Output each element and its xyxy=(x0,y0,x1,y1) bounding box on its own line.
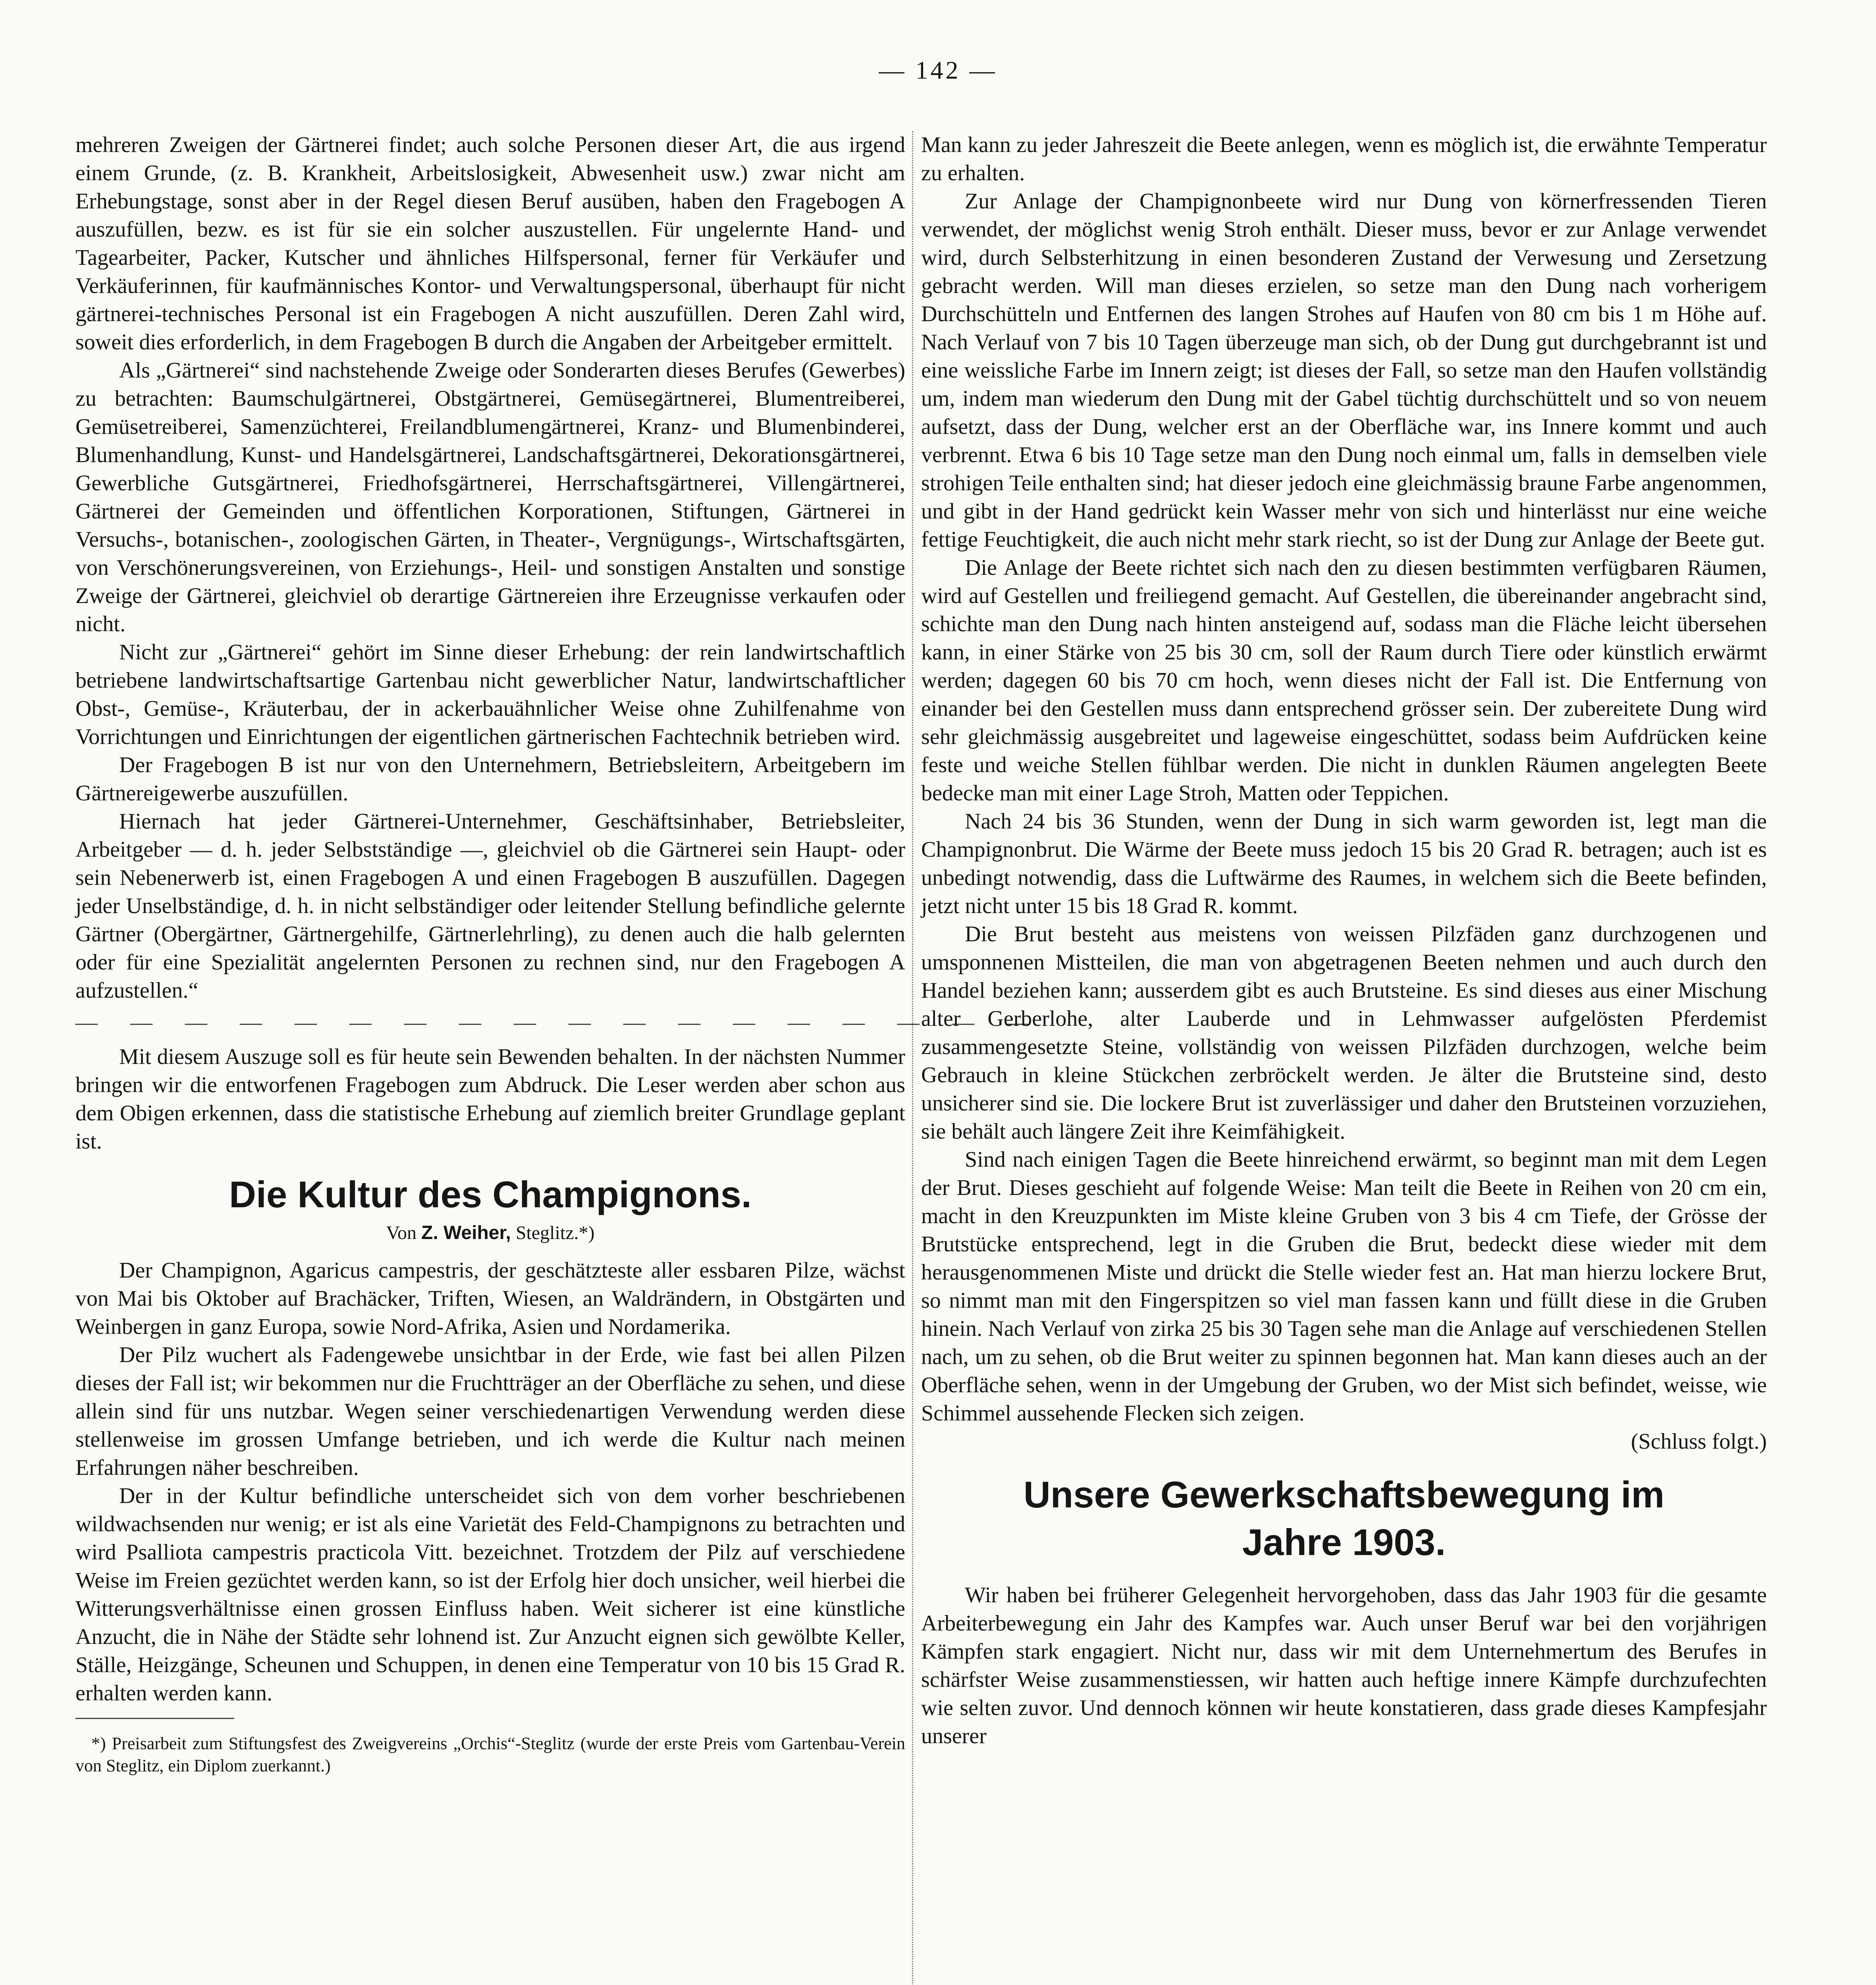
article-paragraph: Der Pilz wuchert als Fadengewebe unsichtbar in der Erde, wie fast bei allen Pilzen dieses der Fall ist; wir bekommen nur die Fruchtträger an der Oberfläche zu sehen, und diese allein sind für uns nutzbar. Wegen seiner verschiedenartigen Verwendung werden diese stellenweise im grossen Umfange betrieben, und ich werde die Kultur nach meinen Erfahrungen näher beschreiben. xyxy=(75,1343,905,1480)
byline-prefix: Von xyxy=(386,1222,416,1243)
article-paragraph: Wir haben bei früherer Gelegenheit hervorgehoben, dass das Jahr 1903 für die gesamte Arbeiterbewegung ein Jahr des Kampfes war. Auch unser Beruf war bei den vorjährigen Kämpfen stark engagiert. Nicht nur, dass wir mit dem Unternehmertum des Berufes in schärfster Weise zusammenstiessen, wir hatten auch heftige innere Kämpfe durchzufechten wie selten zuvor. Und dennoch können wir heute konstatieren, dass grade dieses Kampfesjahr unserer xyxy=(921,1583,1767,1748)
footnote: *) Preisarbeit zum Stiftungsfest des Zweigvereins „Orchis“-Steglitz (wurde der erste Preis vom Gartenbau-Verein von Steglitz, ein Diplom zuerkannt.) xyxy=(75,1734,905,1775)
article-paragraph: Zur Anlage der Champignonbeete wird nur Dung von körnerfressenden Tieren verwendet, der möglichst wenig Stroh enthält. Dieser muss, bevor er zur Anlage verwendet wird, durch Selbsterhitzung in einen besonderen Zustand der Verwesung und Zersetzung gebracht werden. Will man dieses erzielen, so setze man den Dung nach vorherigem Durchschütteln und Entfernen des langen Strohes auf Haufen von 80 cm bis 1 m Höhe auf. Nach Verlauf von 7 bis 10 Tagen überzeuge man sich, ob der Dung gut durchgebrannt ist und eine weissliche Farbe im Innern zeigt; ist dieses der Fall, so setze man den Haufen vollständig um, indem man wiederum den Dung mit der Gabel tüchtig durchschüttelt und so von neuem aufsetzt, dass der Dung, welcher erst an der Oberfläche war, ins Innere kommt und auch verbrennt. Etwa 6 bis 10 Tage setze man den Dung noch einmal um, falls in demselben viele strohigen Teile enthalten sind; hat dieser jedoch eine gleichmässig braune Farbe angenommen, und gibt in der Hand gedrückt kein Wasser mehr von sich und hinterlässt nur eine weiche fettige Feuchtigkeit, die auch nicht mehr stark riecht, so ist der Dung zur Anlage der Beete gut. xyxy=(921,189,1767,552)
article-byline xyxy=(75,1220,905,1246)
intro-paragraph: Nicht zur „Gärtnerei“ gehört im Sinne dieser Erhebung: der rein landwirtschaftlich betriebene landwirtschaftsartige Gartenbau nicht gewerblicher Natur, landwirtschaftlicher Obst-, Gemüse-, Kräuterbau, der in ackerbauähnlicher Weise ohne Zuhilfenahme von Vorrichtungen und Einrichtungen der eigentlichen gärtnerischen Fachtechnik betrieben wird. xyxy=(75,640,905,749)
byline-suffix: Steglitz.*) xyxy=(515,1222,595,1243)
article-paragraph: Der in der Kultur befindliche unterscheidet sich von dem vorher beschriebenen wildwachsenden nur wenig; er ist als eine Varietät des Feld-Champignons zu betrachten und wird Psalliota campestris practicola Vitt. bezeichnet. Trotzdem der Pilz auf verschiedene Weise im Freien gezüchtet werden kann, so ist der Erfolg hier doch unsicher, weil hierbei die Witterungsverhältnisse einen grossen Einfluss haben. Weit sicherer ist eine künstliche Anzucht, die in Nähe der Städte sehr lohnend ist. Zur Anzucht eignen sich gewölbte Keller, Ställe, Heizgänge, Scheunen und Schuppen, in denen eine Temperatur von 10 bis 15 Grad R. erhalten werden kann. xyxy=(75,1484,905,1706)
article-paragraph: Sind nach einigen Tagen die Beete hinreichend erwärmt, so beginnt man mit dem Legen der Brut. Dieses geschieht auf folgende Weise: Man teilt die Beete in Reihen von 20 cm ein, macht in den Kreuzpunkten im Miste kleine Gruben von 3 bis 4 cm Tiefe, der Grösse der Brutstücke entsprechend, legt in die Gruben die Brut, bedeckt diese wieder mit dem herausgenommenen Miste und drückt die Stelle wieder fest an. Hat man hierzu lockere Brut, so nimmt man mit den Fingerspitzen so viel man fassen kann und füllt diese in die Gruben hinein. Nach Verlauf von zirka 25 bis 30 Tagen sehe man die Anlage auf verschiedenen Stellen nach, um zu sehen, ob die Brut weiter zu spinnen begonnen hat. Man kann dieses auch an der Oberfläche sehen, wenn in der Umgebung der Gruben, wo der Mist sich befindet, weisse, wie Schimmel aussehende Flecken sich zeigen. xyxy=(921,1147,1767,1426)
left-column xyxy=(75,131,1043,1777)
article-paragraph: Nach 24 bis 36 Stunden, wenn der Dung in sich warm geworden ist, legt man die Champignonbrut. Die Wärme der Beete muss jedoch 15 bis 20 Grad R. betragen; auch ist es unbedingt notwendig, dass die Luftwärme des Raumes, in welchem sich die Beete befinden, jetzt nicht unter 15 bis 18 Grad R. kommt. xyxy=(921,809,1767,918)
article-title-line: Jahre 1903. xyxy=(1242,1521,1446,1563)
article-title: Die Kultur des Champignons. xyxy=(229,1174,752,1215)
article-paragraph: Die Anlage der Beete richtet sich nach den zu diesen bestimmten verfügbaren Räumen, wird auf Gestellen und freiliegend gemacht. Auf Gestellen, die übereinander angebracht sind, schichte man den Dung nach hinten ansteigend auf, sodass man die Fläche leicht übersehen kann, in einer Stärke von 25 bis 30 cm, soll der Raum durch Tiere oder künstlich erwärmt werden; dagegen 60 bis 70 cm hoch, wenn dieses nicht der Fall ist. Die Entfernung von einander bei den Gestellen muss dann entsprechend grösser sein. Der zubereitete Dung wird sehr gleichmässig ausgebreitet und lageweise eingeschüttet, sodass beim Aufdrücken keine feste und weiche Stellen fühlbar werden. Die nicht in dunklen Räumen angelegten Beete bedecke man mit einer Lage Stroh, Matten oder Teppichen. xyxy=(921,555,1767,806)
right-column xyxy=(921,131,1767,1750)
page-number: — 142 — xyxy=(879,56,997,84)
closing-note: Mit diesem Auszuge soll es für heute sein Bewenden behalten. In der nächsten Nummer bringen wir die entworfenen Fragebogen zum Abdruck. Die Leser werden aber schon aus dem Obigen erkennen, dass die statistische Erhebung auf ziemlich breiter Grundlage geplant ist. xyxy=(75,1045,905,1154)
spacer xyxy=(921,1566,1767,1581)
byline-author: Z. Weiher, xyxy=(421,1222,511,1243)
intro-paragraph: Als „Gärtnerei“ sind nachstehende Zweige oder Sonderarten dieses Berufes (Gewerbes) zu betrachten: Baumschulgärtnerei, Obstgärtnerei, Gemüsegärtnerei, Blumentreiberei, Gemüsetreiberei, Samenzüchterei, Freilandblumengärtnerei, Kranz- und Blumenbinderei, Blumenhandlung, Kunst- und Handelsgärtnerei, Landschaftsgärtnerei, Dekorationsgärtnerei, Gewerbliche Gutsgärtnerei, Friedhofsgärtnerei, Herrschaftsgärtnerei, Villengärtnerei, Gärtnerei der Gemeinden und öffentlichen Korporationen, Stiftungen, Gärtnerei in Versuchs-, botanischen-, zoologischen Gärten, in Theater-, Vergnügungs-, Wirtschaftsgärten, von Verschönerungsvereinen, von Erziehungs-, Heil- und sonstigen Anstalten und sonstige Zweige der Gärtnerei, gleichviel ob derartige Gärtnereien ihre Erzeugnisse verkaufen oder nicht. xyxy=(75,358,905,636)
article-paragraph: Man kann zu jeder Jahreszeit die Beete anlegen, wenn es möglich ist, die erwähnte Temperatur zu erhalten. xyxy=(921,133,1767,185)
section-separator: — — — — — — — — — — — — — — — — — — xyxy=(75,1010,1043,1035)
article-paragraph: Der Champignon, Agaricus campestris, der geschätzteste aller essbaren Pilze, wächst von Mai bis Oktober auf Brachäcker, Triften, Wiesen, an Waldrändern, in Obstgärten und Weinbergen in ganz Europa, sowie Nord-Afrika, Asien und Nordamerika. xyxy=(75,1258,905,1339)
column-divider xyxy=(912,131,913,1985)
continued-note: (Schluss folgt.) xyxy=(1631,1429,1767,1454)
intro-paragraph: Hiernach hat jeder Gärtnerei-Unternehmer, Geschäftsinhaber, Betriebsleiter, Arbeitgeber — d. h. jeder Selbstständige —, gleichviel ob die Gärtnerei sein Haupt- oder sein Nebenerwerb ist, einen Fragebogen A und einen Fragebogen B auszufüllen. Dagegen jeder Unselbständige, d. h. in nicht selbständiger oder leitender Stellung befindliche gelernte Gärtner (Obergärtner, Gärtnergehilfe, Gärtnerlehrling), zu denen auch die halb gelernten oder für eine Spezialität angelernten Personen zu rechnen sind, nur den Fragebogen A aufzustellen.“ xyxy=(75,809,905,1003)
spacer xyxy=(75,1156,905,1171)
article-paragraph: Die Brut besteht aus meistens von weissen Pilzfäden ganz durchzogenen und umsponnenen Mistteilen, die man von abgetragenen Beeten nehmen und auch durch den Handel beziehen kann; ausserdem gibt es auch Brutsteine. Es sind dieses aus einer Mischung alter Gerberlohe, alter Lauberde und in Lehmwasser aufgelösten Pferdemist zusammengesetzte Steine, vollständig von weissen Pilzfäden durchzogen, welche beim Gebrauch in kleine Stückchen zerbröckelt werden. Je älter die Brutsteine sind, desto unsicherer sind sie. Die lockere Brut ist zuverlässiger und daher den Brutsteinen vorzuziehen, sie behält auch längere Zeit ihre Keimfähigkeit. xyxy=(921,922,1767,1144)
footnote-rule xyxy=(75,1718,234,1719)
spacer xyxy=(921,1456,1767,1471)
article-title-line: Unsere Gewerkschaftsbewegung im xyxy=(1023,1474,1665,1515)
intro-paragraph: mehreren Zweigen der Gärtnerei findet; auch solche Personen dieser Art, die aus irgend einem Grunde, (z. B. Krankheit, Arbeitslosigkeit, Abwesenheit usw.) zwar nicht am Erhebungstage, sonst aber in der Regel diesen Beruf ausüben, haben den Fragebogen A auszufüllen, bezw. es ist für sie ein solcher auszustellen. Für ungelernte Hand- und Tagearbeiter, Packer, Kutscher und ähnliches Hilfspersonal, ferner für Verkäufer und Verkäuferinnen, für kaufmännisches Kontor- und Verwaltungspersonal, überhaupt für nicht gärtnerei-technisches Personal ist ein Fragebogen A nicht auszufüllen. Deren Zahl wird, soweit dies erforderlich, in dem Fragebogen B durch die Angaben der Arbeitgeber ermittelt. xyxy=(75,133,905,355)
intro-paragraph: Der Fragebogen B ist nur von den Unternehmern, Betriebsleitern, Arbeitgebern im Gärtnereigewerbe auszufüllen. xyxy=(75,753,905,806)
